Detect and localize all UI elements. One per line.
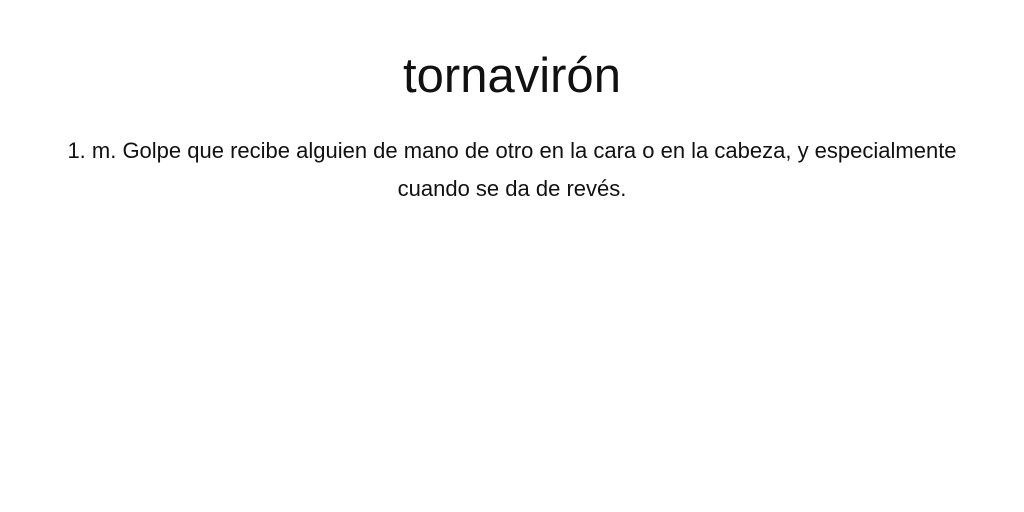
entry-word: tornavirón bbox=[403, 49, 621, 103]
entry-definition: 1. m. Golpe que recibe alguien de mano de otro en la cara o en la cabeza, y especialmente cuando se da de revés. bbox=[67, 138, 957, 201]
